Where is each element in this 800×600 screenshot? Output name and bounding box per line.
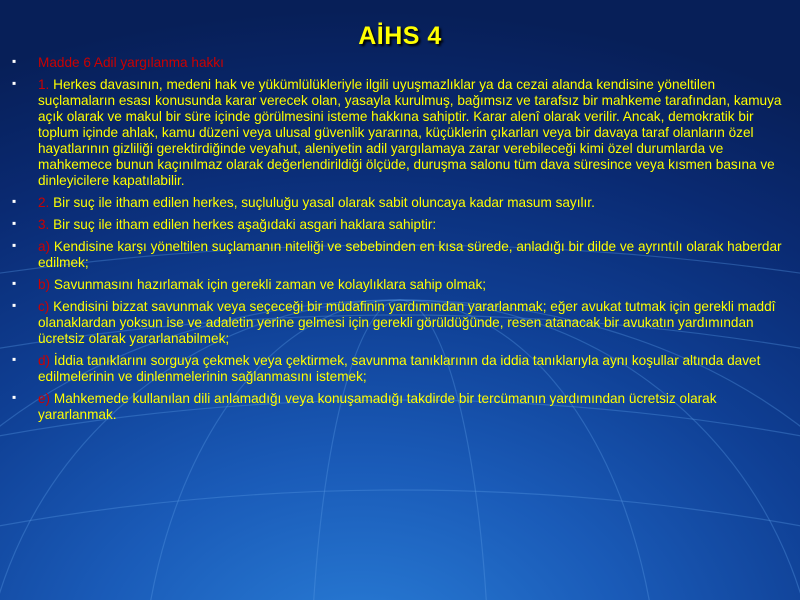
item-number: 3. [38,217,50,232]
article-list [10,55,785,429]
list-item-heading [10,55,785,71]
list-item-1 [10,77,785,189]
list-item-2 [10,195,785,211]
item-text: Kendisine karşı yöneltilen suçlamanın niteliği ve sebebinden en kısa sürede, anladığı bir dilde ve ayrıntılı olarak haberdar edilmek; [38,239,782,270]
item-number: a) [38,239,51,254]
item-text: Savunmasını hazırlamak için gerekli zaman ve kolaylıklara sahip olmak; [50,277,487,292]
item-number: e) [38,391,51,406]
slide-title: AİHS 4 [358,22,442,50]
item-number: 2. [38,195,50,210]
list-item-3 [10,217,785,233]
square-bullet-icon: ▪ [12,76,17,90]
item-text: İddia tanıklarını sorguya çekmek veya çektirmek, savunma tanıklarının da iddia tanıklarıyla aynı koşullar altında davet edilmelerinin ve dinlenmelerinin sağlanmasını istemek; [38,353,761,384]
item-text: Bir suç ile itham edilen herkes, suçluluğu yasal olarak sabit oluncaya kadar masum sayılır. [49,195,595,210]
square-bullet-icon: ▪ [12,216,17,230]
square-bullet-icon: ▪ [12,390,17,404]
list-item-a [10,239,785,271]
item-text: Herkes davasının, medeni hak ve yükümlülükleriyle ilgili uyuşmazlıklar ya da cezai alanda kendisine yöneltilen suçlamaların esası konusunda karar verecek olan, yasayla kurulmuş, bağımsız ve tarafsız bir mahkeme tarafından, kamuya açık olarak ve makul bir süre içinde görülmesini isteme hakkına sahiptir. Karar alenî olarak verilir. Ancak, demokratik bir toplum içinde ahlak, kamu düzeni veya ulusal güvenlik yararına, küçüklerin çıkarları veya bir davaya taraf olanların özel hayatlarının gizliliği gerektirdiğinde veyahut, aleniyetin adil yargılamaya zarar verebileceği kimi özel durumlarda ve mahkemece bunun kaçınılmaz olarak değerlendirildiği ölçüde, duruşma salonu tüm dava süresince veya kısmen basına ve dinleyicilere kapatılabilir. [38,77,782,188]
square-bullet-icon: ▪ [12,276,17,290]
item-text: Kendisini bizzat savunmak veya seçeceği bir müdafinin yardımından yararlanmak; eğer avukat tutmak için gerekli maddî olanaklardan yoksun ise ve adaletin yerine gelmesi için gerekli görüldüğünde, resen atanacak bir avukatın yardımından ücretsiz olarak yararlanabilmek; [38,299,776,346]
article-heading: Madde 6 Adil yargılanma hakkı [38,55,224,70]
item-number: b) [38,277,51,292]
item-number: 1. [38,77,50,92]
square-bullet-icon: ▪ [12,54,17,68]
square-bullet-icon: ▪ [12,352,17,366]
list-item-e [10,391,785,423]
item-number: c) [38,299,50,314]
list-item-c [10,299,785,347]
item-text: Mahkemede kullanılan dili anlamadığı veya konuşamadığı takdirde bir tercümanın yardımından ücretsiz olarak yararlanmak. [38,391,717,422]
square-bullet-icon: ▪ [12,194,17,208]
item-number: d) [38,353,51,368]
list-item-b [10,277,785,293]
square-bullet-icon: ▪ [12,298,17,312]
list-item-d [10,353,785,385]
square-bullet-icon: ▪ [12,238,17,252]
item-text: Bir suç ile itham edilen herkes aşağıdaki asgari haklara sahiptir: [49,217,437,232]
